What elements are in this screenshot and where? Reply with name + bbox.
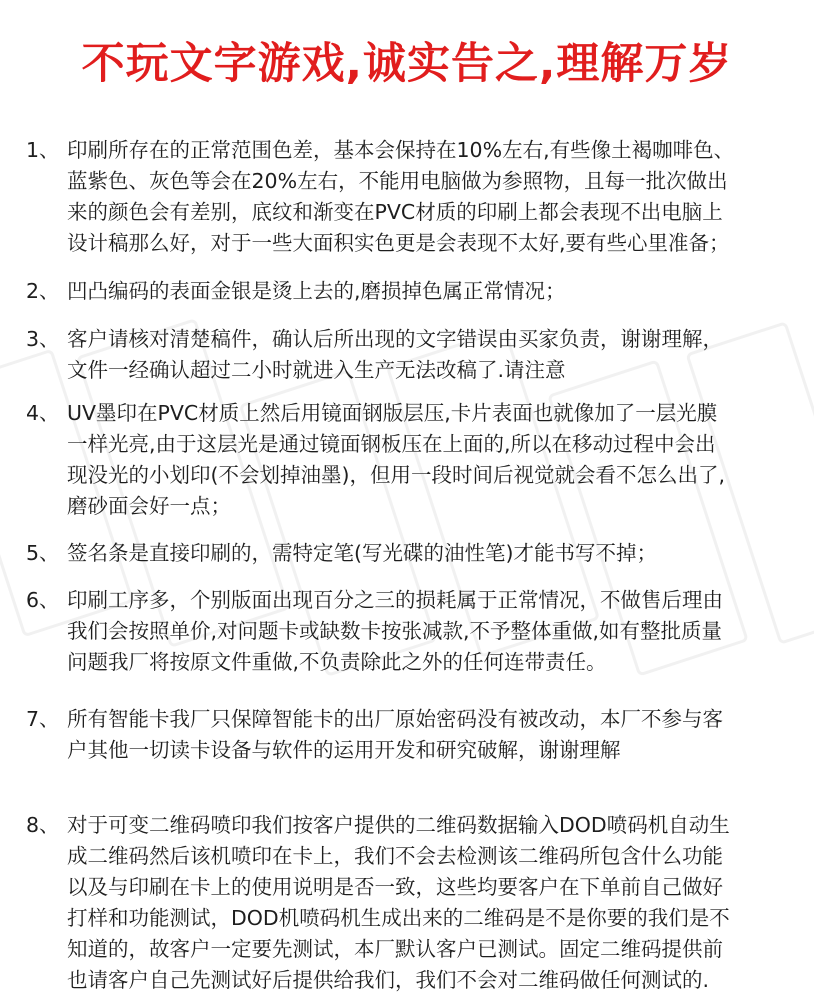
item-text: 客户请核对清楚稿件，确认后所出现的文字错误由买家负责，谢谢理解， 文件一经确认超过二小时就进入生产无法改稿了.请注意 (67, 327, 723, 382)
list-item (26, 810, 806, 996)
item-text: 签名条是直接印刷的，需特定笔(写光碟的油性笔)才能书写不掉； (67, 541, 657, 565)
list-item (26, 398, 806, 522)
page-title: 不玩文字游戏,诚实告之,理解万岁 (81, 39, 733, 89)
item-number: 7、 (26, 707, 60, 731)
item-text: UV墨印在PVC材质上然后用镜面钢版层压,卡片表面也就像加了一层光膜 一样光亮,由于这层光是通过镜面钢板压在上面的,所以在移动过程中会出 现没光的小划印(不会划掉油墨)，但用一段时间后视觉就会看不怎么出了, 磨砂面会好一点； (67, 401, 726, 518)
item-number: 2、 (26, 279, 60, 303)
item-number: 4、 (26, 401, 60, 425)
list-item (26, 538, 806, 569)
item-text: 对于可变二维码喷印我们按客户提供的二维码数据输入DOD喷码机自动生 成二维码然后该机喷印在卡上，我们不会去检测该二维码所包含什么功能 以及与印刷在卡上的使用说明是否一致，这些均要客户在下单前自己做好 打样和功能测试，DOD机喷码机生成出来的二维码是不是你要的我们是不 知道的，故客户一定要先测试，本厂默认客户已测试。固定二维码提供前 也请客户自己先测试好后提供给我们，我们不会对二维码做任何测试的. (67, 813, 730, 992)
item-number: 3、 (26, 327, 60, 351)
item-number: 5、 (26, 541, 60, 565)
item-text: 所有智能卡我厂只保障智能卡的出厂原始密码没有被改动，本厂不参与客 户其他一切读卡设备与软件的运用开发和研究破解，谢谢理解 (67, 707, 723, 762)
item-number: 8、 (26, 813, 60, 837)
item-number: 6、 (26, 588, 60, 612)
list-item (26, 585, 806, 678)
item-text: 凹凸编码的表面金银是烫上去的,磨损掉色属正常情况； (67, 279, 566, 303)
notice-list (26, 135, 806, 996)
item-text: 印刷工序多，个别版面出现百分之三的损耗属于正常情况，不做售后理由 我们会按照单价,对问题卡或缺数卡按张减款,不予整体重做,如有整批质量 问题我厂将按原文件重做,不负责除此之外的任何连带责任。 (67, 588, 723, 674)
list-item (26, 276, 806, 307)
list-item (26, 324, 806, 386)
item-text: 印刷所存在的正常范围色差，基本会保持在10%左右,有些像土褐咖啡色、 蓝紫色、灰色等会在20%左右，不能用电脑做为参照物，且每一批次做出 来的颜色会有差别，底纹和渐变在PVC材质的印刷上都会表现不出电脑上 设计稿那么好，对于一些大面积实色更是会表现不太好,要有些心里准备； (67, 138, 735, 255)
list-item (26, 704, 806, 766)
list-item (26, 135, 806, 259)
item-number: 1、 (26, 138, 60, 162)
